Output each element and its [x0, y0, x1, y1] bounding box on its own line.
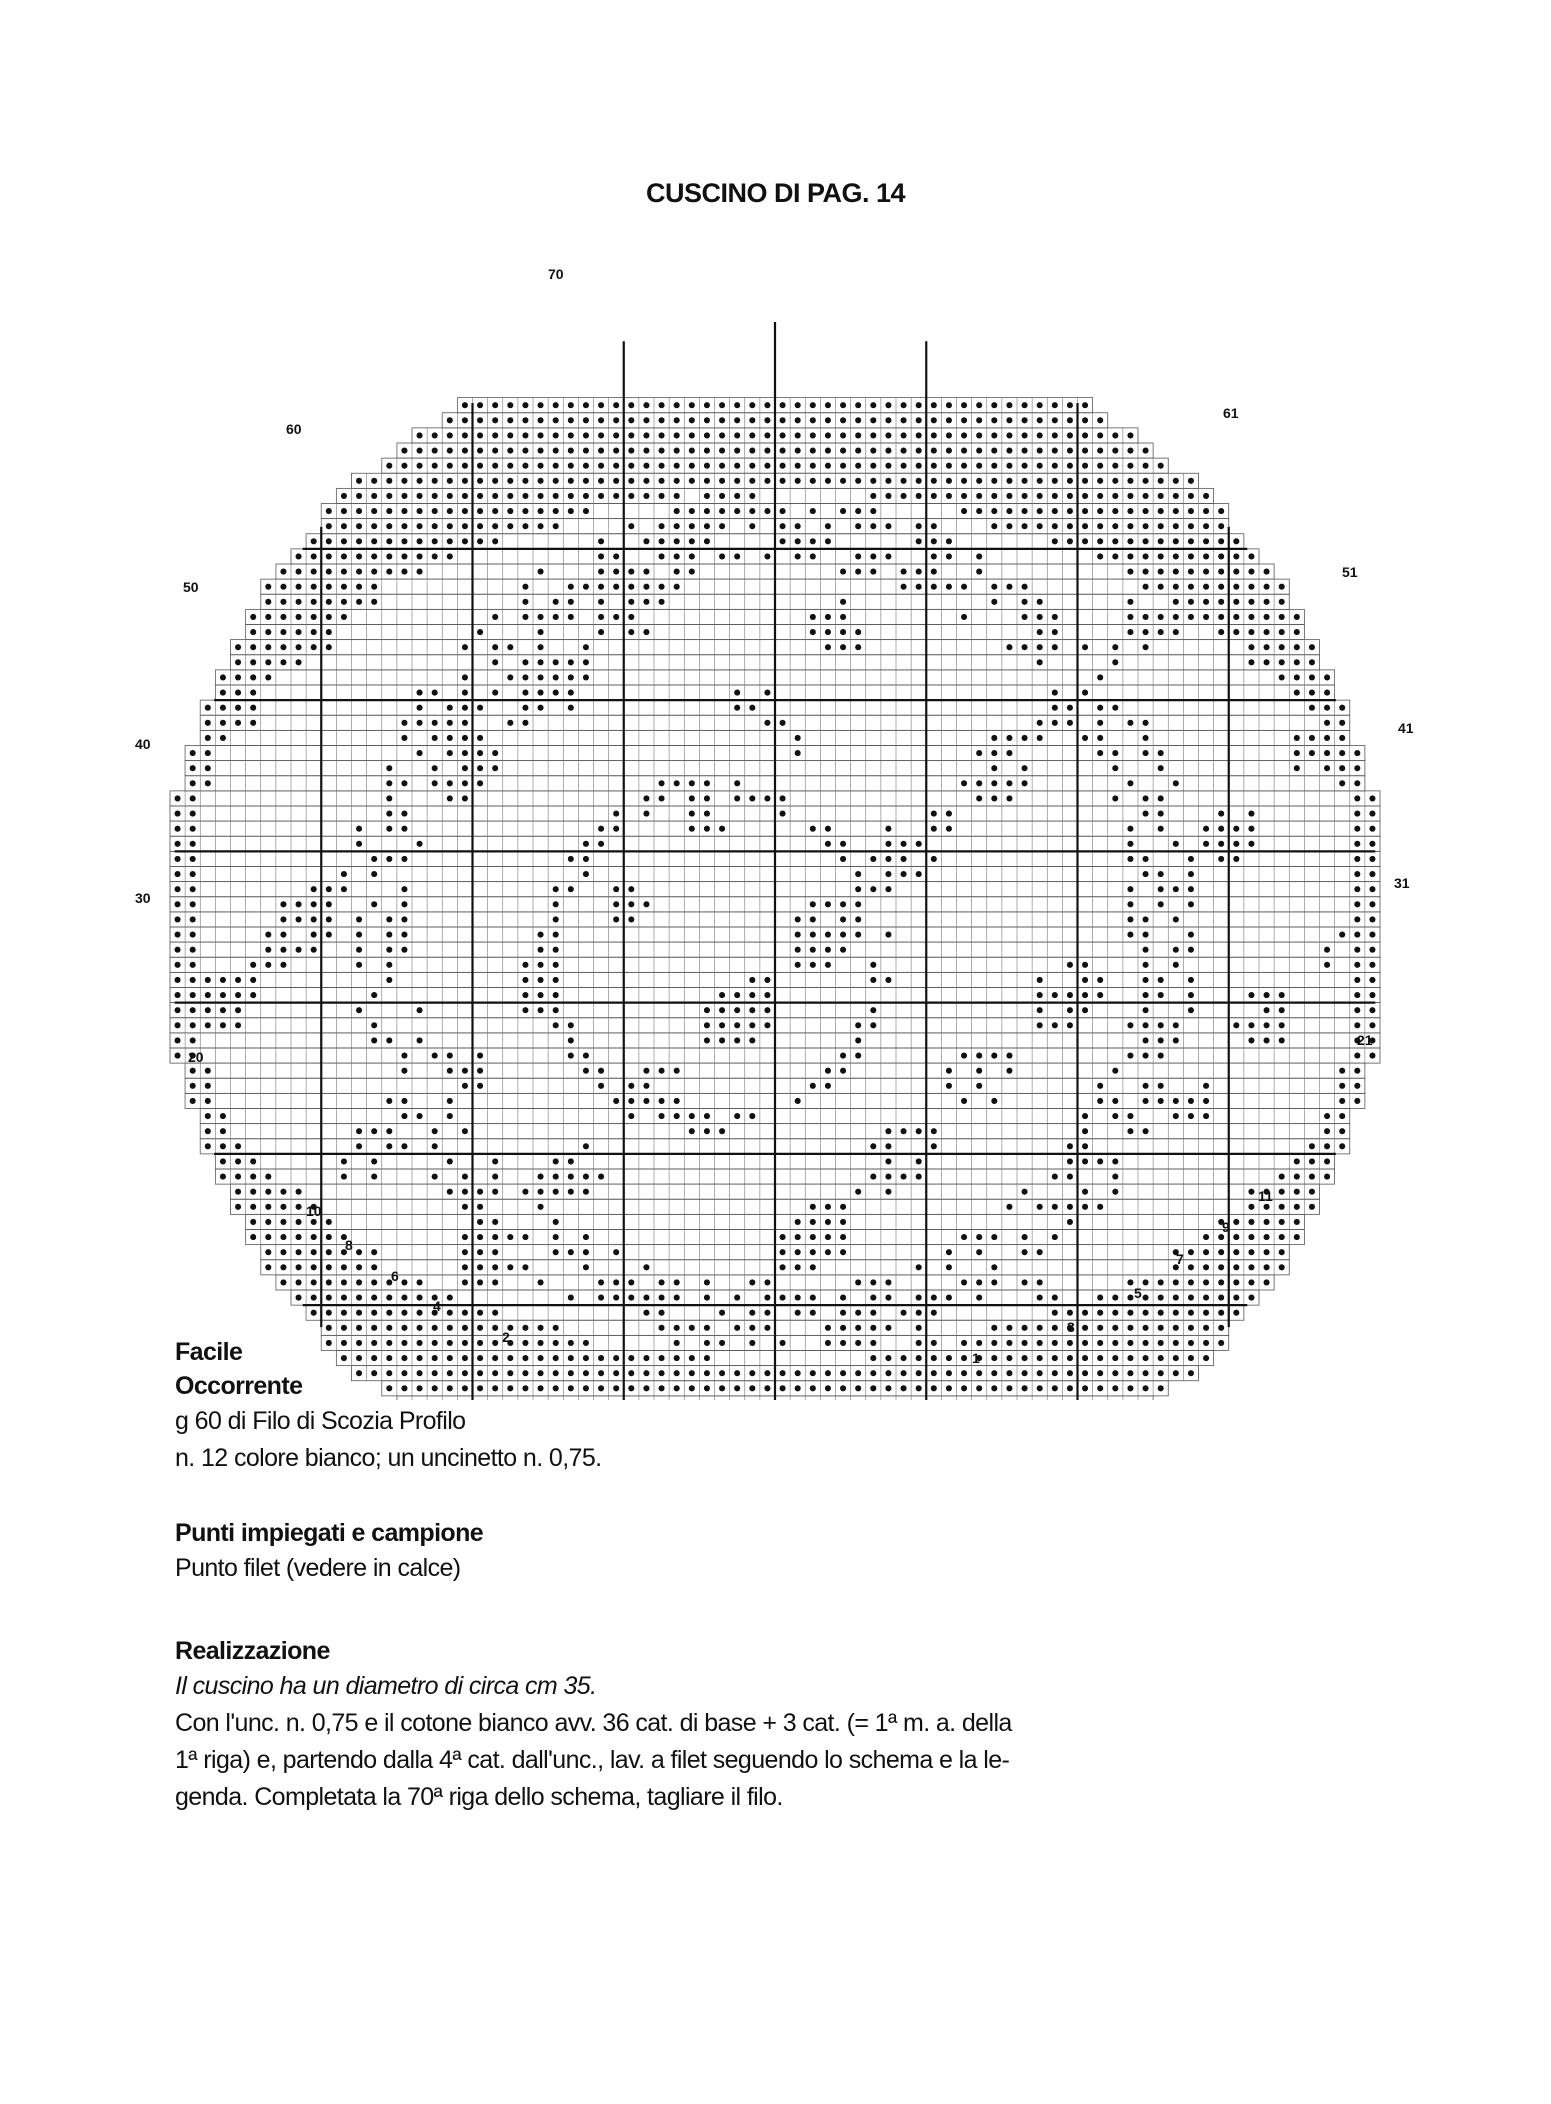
filet-dot	[1067, 402, 1073, 408]
filet-dot	[598, 402, 604, 408]
filet-dot	[1037, 402, 1043, 408]
filet-dot	[659, 402, 665, 408]
filet-dot	[553, 417, 559, 423]
filet-dot	[643, 432, 649, 438]
filet-dot	[462, 402, 468, 408]
filet-dot	[568, 402, 574, 408]
filet-dot	[1052, 402, 1058, 408]
filet-dot	[583, 432, 589, 438]
filet-dot	[764, 402, 770, 408]
filet-dot	[734, 402, 740, 408]
filet-dot	[780, 417, 786, 423]
filet-dot	[916, 417, 922, 423]
filet-dot	[1082, 402, 1088, 408]
filet-dot	[780, 402, 786, 408]
filet-dot	[1006, 417, 1012, 423]
filet-dot	[643, 402, 649, 408]
filet-dot	[492, 432, 498, 438]
filet-dot	[840, 417, 846, 423]
filet-dot	[885, 402, 891, 408]
filet-dot	[1022, 417, 1028, 423]
filet-dot	[931, 417, 937, 423]
filet-dot	[825, 402, 831, 408]
filet-dot	[583, 417, 589, 423]
filet-dot	[764, 417, 770, 423]
filet-dot	[522, 417, 528, 423]
filet-dot	[961, 417, 967, 423]
filet-dot	[749, 402, 755, 408]
filet-dot	[1097, 417, 1103, 423]
filet-dot	[477, 432, 483, 438]
filet-dot	[538, 417, 544, 423]
filet-dot	[628, 417, 634, 423]
filet-dot	[492, 402, 498, 408]
filet-dot	[885, 417, 891, 423]
filet-dot	[870, 417, 876, 423]
filet-dot	[976, 417, 982, 423]
filet-dot	[538, 432, 544, 438]
filet-dot	[477, 402, 483, 408]
filet-dot	[447, 432, 453, 438]
filet-dot	[538, 402, 544, 408]
filet-dot	[507, 402, 513, 408]
filet-dot	[946, 417, 952, 423]
filet-dot	[840, 402, 846, 408]
filet-dot	[946, 402, 952, 408]
filet-dot	[1052, 417, 1058, 423]
filet-dot	[1006, 402, 1012, 408]
filet-dot	[976, 402, 982, 408]
filet-dot	[598, 432, 604, 438]
filet-dot	[659, 417, 665, 423]
filet-dot	[583, 402, 589, 408]
filet-dot	[719, 402, 725, 408]
filet-dot	[628, 432, 634, 438]
filet-dot	[795, 402, 801, 408]
filet-dot	[507, 417, 513, 423]
filet-dot	[553, 402, 559, 408]
filet-dot	[810, 402, 816, 408]
filet-dot	[704, 417, 710, 423]
filet-dot	[855, 417, 861, 423]
filet-dot	[568, 417, 574, 423]
filet-dot	[689, 417, 695, 423]
filet-dot	[916, 402, 922, 408]
filet-dot	[462, 417, 468, 423]
filet-dot	[901, 402, 907, 408]
filet-dot	[492, 417, 498, 423]
filet-dot	[1037, 417, 1043, 423]
filet-dot	[522, 432, 528, 438]
filet-dot	[901, 417, 907, 423]
filet-dot	[810, 417, 816, 423]
filet-dot	[477, 417, 483, 423]
filet-dot	[689, 402, 695, 408]
filet-dot	[734, 417, 740, 423]
filet-dot	[825, 417, 831, 423]
filet-dot	[417, 432, 423, 438]
filet-dot	[795, 417, 801, 423]
filet-dot	[1082, 417, 1088, 423]
filet-dot	[553, 432, 559, 438]
filet-dot	[1067, 417, 1073, 423]
filet-dot	[613, 402, 619, 408]
filet-dot	[674, 417, 680, 423]
filet-dot	[1022, 402, 1028, 408]
filet-dot	[991, 417, 997, 423]
filet-dot	[719, 417, 725, 423]
filet-dot	[432, 432, 438, 438]
page-title: CUSCINO DI PAG. 14	[645, 178, 906, 208]
filet-dot	[522, 402, 528, 408]
filet-dot	[628, 402, 634, 408]
filet-dot	[674, 402, 680, 408]
filet-dot	[598, 417, 604, 423]
filet-dot	[855, 402, 861, 408]
filet-dot	[931, 402, 937, 408]
filet-dot	[704, 402, 710, 408]
filet-dot	[961, 402, 967, 408]
filet-dot	[613, 417, 619, 423]
filet-dot	[749, 417, 755, 423]
filet-dot	[643, 417, 649, 423]
filet-dot	[613, 432, 619, 438]
filet-dot	[870, 402, 876, 408]
filet-dot	[447, 417, 453, 423]
filet-dot	[462, 432, 468, 438]
filet-dot	[507, 432, 513, 438]
filet-dot	[991, 402, 997, 408]
filet-dot	[568, 432, 574, 438]
